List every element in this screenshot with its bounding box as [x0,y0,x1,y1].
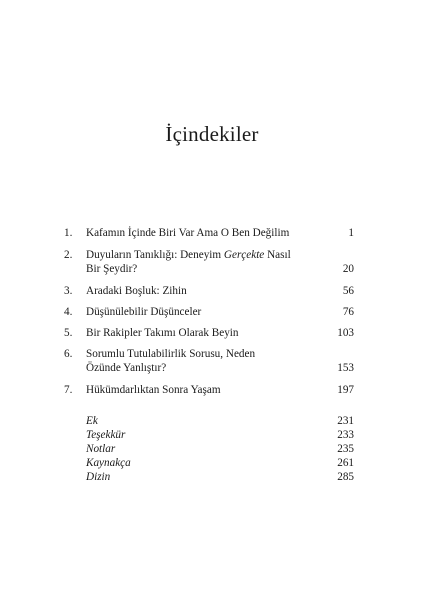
backmatter-label: Dizin [86,471,111,483]
chapter-title: Kafamın İçinde Biri Var Ama O Ben Değilim [86,227,290,239]
toc-backmatter-notlar[interactable] [86,442,354,456]
backmatter-label: Notlar [86,443,116,455]
chapter-title: Düşünülebilir Düşünceler [86,306,202,318]
chapter-number: 1. [64,227,73,239]
chapter-number: 4. [64,306,73,318]
backmatter-label: Teşekkür [86,429,126,441]
chapter-number: 7. [64,384,73,396]
toc-backmatter-tesekkur[interactable] [86,428,354,442]
page-number: 76 [342,306,354,318]
chapter-title: Duyuların Tanıklığı: Deneyim Gerçekte Nasıl Bir Şeydir? [86,249,291,275]
chapter-title: Sorumlu Tutulabilirlik Sorusu, Neden Özünde Yanlıştır? [86,348,256,374]
toc-backmatter-ek[interactable] [86,414,354,428]
chapter-number: 3. [64,285,73,297]
chapter-number: 6. [64,348,73,360]
page-number: 103 [337,327,354,339]
page-number: 153 [337,362,354,374]
emphasis-word: Gerçekte [223,249,265,261]
toc-backmatter-kaynakca[interactable] [86,456,354,470]
page-number: 20 [342,263,354,275]
page-title: İçindekiler [165,122,259,146]
backmatter-label: Kaynakça [86,457,131,469]
toc-backmatter-dizin[interactable] [86,470,354,484]
chapter-number: 2. [64,249,73,261]
page-number: 231 [337,415,354,427]
chapter-title: Bir Rakipler Takımı Olarak Beyin [86,327,239,339]
page-number: 197 [337,384,354,396]
chapter-number: 5. [64,327,73,339]
chapter-title: Aradaki Boşluk: Zihin [86,285,187,297]
page-number: 233 [337,429,354,441]
page-number: 56 [342,285,354,297]
backmatter-label: Ek [86,415,98,427]
page-number: 285 [337,471,354,483]
page-number: 1 [348,227,354,239]
page-number: 261 [337,457,354,469]
page-number: 235 [337,443,354,455]
chapter-title: Hükümdarlıktan Sonra Yaşam [86,384,221,396]
